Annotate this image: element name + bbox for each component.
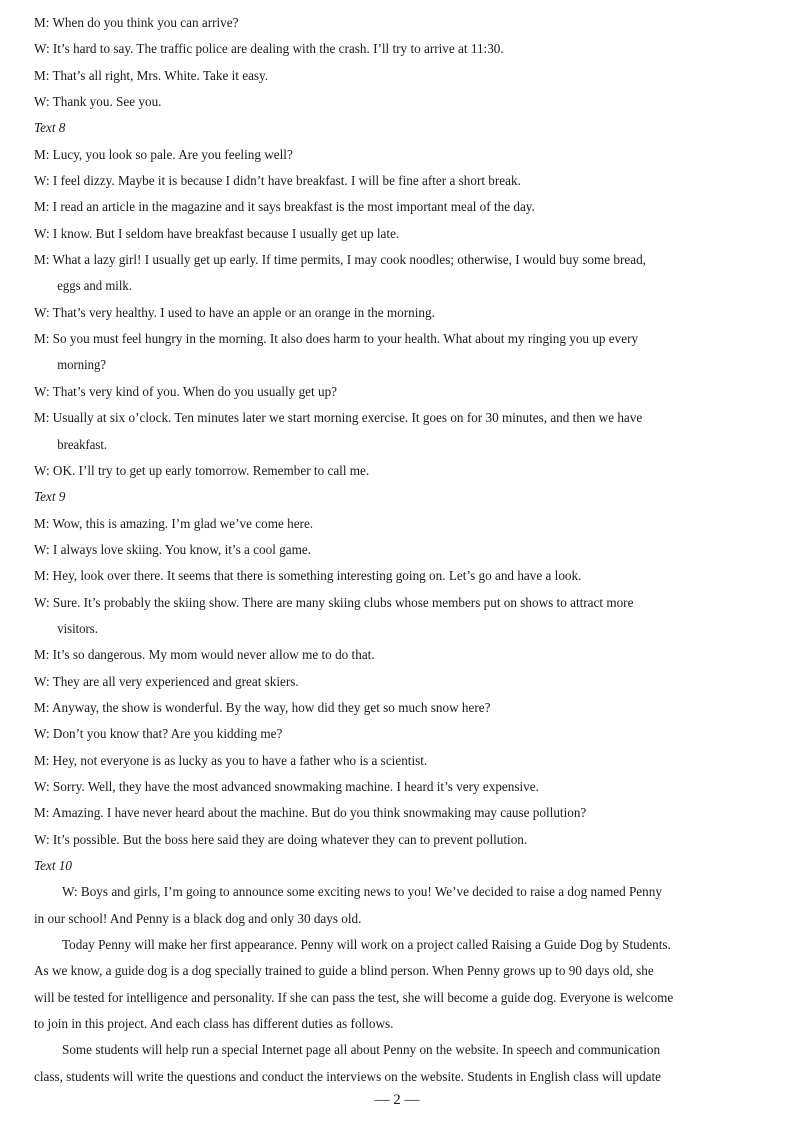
text-line: W: Don’t you know that? Are you kidding me? [34,726,283,742]
text-line: morning? [57,357,107,373]
text-line: in our school! And Penny is a black dog and only 30 days old. [34,910,362,926]
text-line: M: Lucy, you look so pale. Are you feeling well? [34,146,293,162]
text-line: M: When do you think you can arrive? [34,15,239,30]
text-line: As we know, a guide dog is a dog specially trained to guide a blind person. When Penny grows up to 90 days old, she [34,963,654,979]
text-line: W: OK. I’ll try to get up early tomorrow. Remember to call me. [34,462,370,478]
text-line: M: That’s all right, Mrs. White. Take it easy. [34,67,269,83]
text-line: W: That’s very kind of you. When do you usually get up? [34,383,338,399]
text-line: breakfast. [57,436,108,452]
text-line: W: That’s very healthy. I used to have an apple or an orange in the morning. [34,304,435,320]
text-line: Some students will help run a special Internet page all about Penny on the website. In speech and communication [62,1042,661,1058]
text-line: W: I know. But I seldom have breakfast because I usually get up late. [34,225,400,241]
text-line: M: It’s so dangerous. My mom would never allow me to do that. [34,647,375,663]
text-line: M: Hey, not everyone is as lucky as you to have a father who is a scientist. [34,752,428,768]
page-number: — 2 — [374,1092,420,1108]
text-line: Today Penny will make her first appearance. Penny will work on a project called Raising a Guide Dog by Students. [62,937,671,953]
text-line: W: It’s possible. But the boss here said they are doing whatever they can to prevent pollution. [34,831,528,847]
transcript-body [34,10,760,1090]
text-line: M: I read an article in the magazine and it says breakfast is the most important meal of the day. [34,199,535,215]
text-line: M: Anyway, the show is wonderful. By the way, how did they get so much snow here? [34,699,491,715]
text-line: visitors. [57,620,98,636]
text-line: W: Sorry. Well, they have the most advanced snowmaking machine. I heard it’s very expensive. [34,778,539,794]
text-line: W: Sure. It’s probably the skiing show. There are many skiing clubs whose members put on shows to attract more [34,594,634,610]
text-line: M: Wow, this is amazing. I’m glad we’ve come here. [34,515,314,531]
section-title: Text 9 [34,489,66,505]
text-line: eggs and milk. [57,278,132,294]
text-line: W: Thank you. See you. [34,94,162,110]
text-line: M: Amazing. I have never heard about the machine. But do you think snowmaking may cause pollution? [34,805,587,821]
text-line: M: What a lazy girl! I usually get up early. If time permits, I may cook noodles; otherwise, I would buy some bread, [34,252,646,268]
text-line: W: It’s hard to say. The traffic police are dealing with the crash. I’ll try to arrive at 11:30. [34,41,504,57]
text-line: W: I always love skiing. You know, it’s a cool game. [34,541,312,557]
text-line: M: Usually at six o’clock. Ten minutes later we start morning exercise. It goes on for 30 minutes, and then we have [34,410,643,426]
text-line: class, students will write the questions and conduct the interviews on the website. Students in English class will update [34,1068,662,1084]
section-title: Text 8 [34,120,66,136]
text-line: will be tested for intelligence and personality. If she can pass the test, she will become a guide dog. Everyone is welcome [34,989,674,1005]
section-title: Text 10 [34,858,72,873]
text-line: M: Hey, look over there. It seems that there is something interesting going on. Let’s go and have a look. [34,568,582,584]
text-line: to join in this project. And each class has different duties as follows. [34,1016,394,1032]
text-line: M: So you must feel hungry in the morning. It also does harm to your health. What about my ringing you up every [34,331,639,347]
text-line: W: They are all very experienced and great skiers. [34,673,299,689]
text-line: W: I feel dizzy. Maybe it is because I didn’t have breakfast. I will be fine after a short break. [34,173,521,189]
text-line: W: Boys and girls, I’m going to announce some exciting news to you! We’ve decided to raise a dog named Penny [62,884,662,900]
